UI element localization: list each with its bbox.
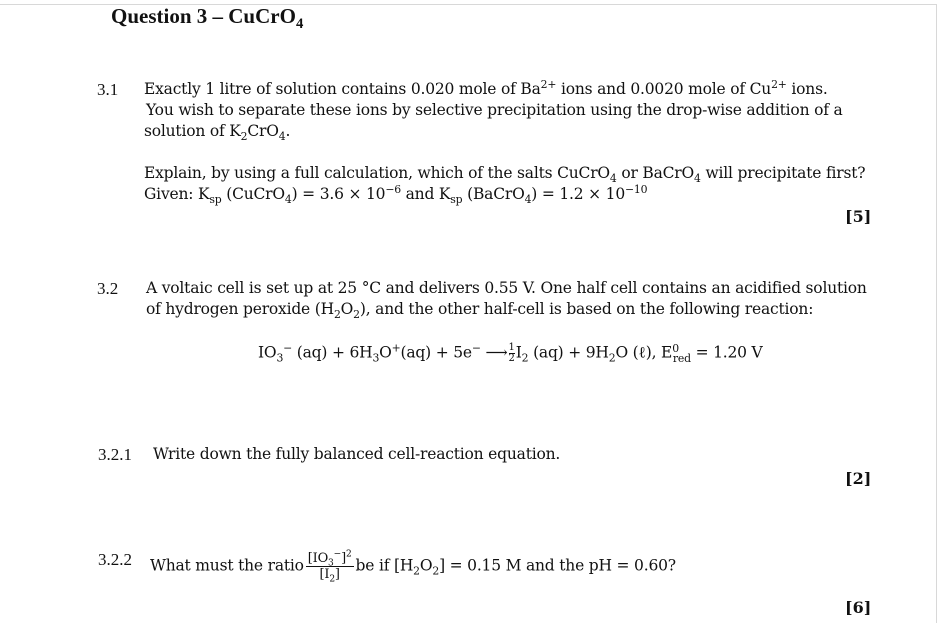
q322-number: 3.2.2 <box>98 550 132 569</box>
q32-line-1: A voltaic cell is set up at 25 °C and delivers 0.55 V. One half cell contains an acidified solution <box>146 279 867 297</box>
q31-line-3: solution of $K_2CrO_4$. <box>144 122 291 144</box>
q322-marks: [6] <box>845 598 872 617</box>
q31-given: Given: $K_{sp}$ (CuCrO$_4$) = $3.6 \times 10^{-6}$ and $K_{sp}$ (BaCrO$_4$) = $1.2 \times 10^{-10}$ <box>144 182 648 207</box>
q31-line-4: Explain, by using a full calculation, which of the salts CuCrO$_4$ or BaCrO$_4$ will precipitate first? <box>144 164 866 186</box>
question-heading: Question 3 – CuCrO$_4$ <box>111 4 304 33</box>
q321-number: 3.2.1 <box>98 445 132 464</box>
q31-marks: [5] <box>845 207 872 226</box>
ratio-fraction: $\frac{[IO_3^-]^2}{[I_2]}$ <box>307 549 352 585</box>
q322-text: What must the ratio $\frac{[IO_3^-]^2}{[I_2]}$ be if $[H_2O_2] = 0.15$ M and the pH = 0.60? <box>150 549 676 585</box>
q31-line-2: You wish to separate these ions by selective precipitation using the drop-wise addition of a <box>146 101 843 119</box>
q32-line-2: of hydrogen peroxide $(H_2O_2)$, and the other half-cell is based on the following reaction: <box>146 300 814 322</box>
q321-marks: [2] <box>845 469 872 488</box>
q32-number: 3.2 <box>97 279 119 298</box>
q31-line-1: Exactly 1 litre of solution contains 0.020 mole of $Ba^{2+}$ ions and 0.0020 mole of $Cu^{2+}$ ions. <box>144 77 828 98</box>
one-half-fraction: $\frac{1}{2}$ <box>508 342 515 364</box>
half-reaction-equation: $IO_3^-$ $(aq) + 6H_3O^+(aq) + 5e^-$ ⟶ $\frac{1}{2}$ $I_2$ $(aq) + 9H_2O$ (ℓ), $E^0_{red} = 1.20$ V <box>258 341 763 365</box>
q31-number: 3.1 <box>97 80 119 99</box>
q321-text: Write down the fully balanced cell-reaction equation. <box>153 445 561 463</box>
